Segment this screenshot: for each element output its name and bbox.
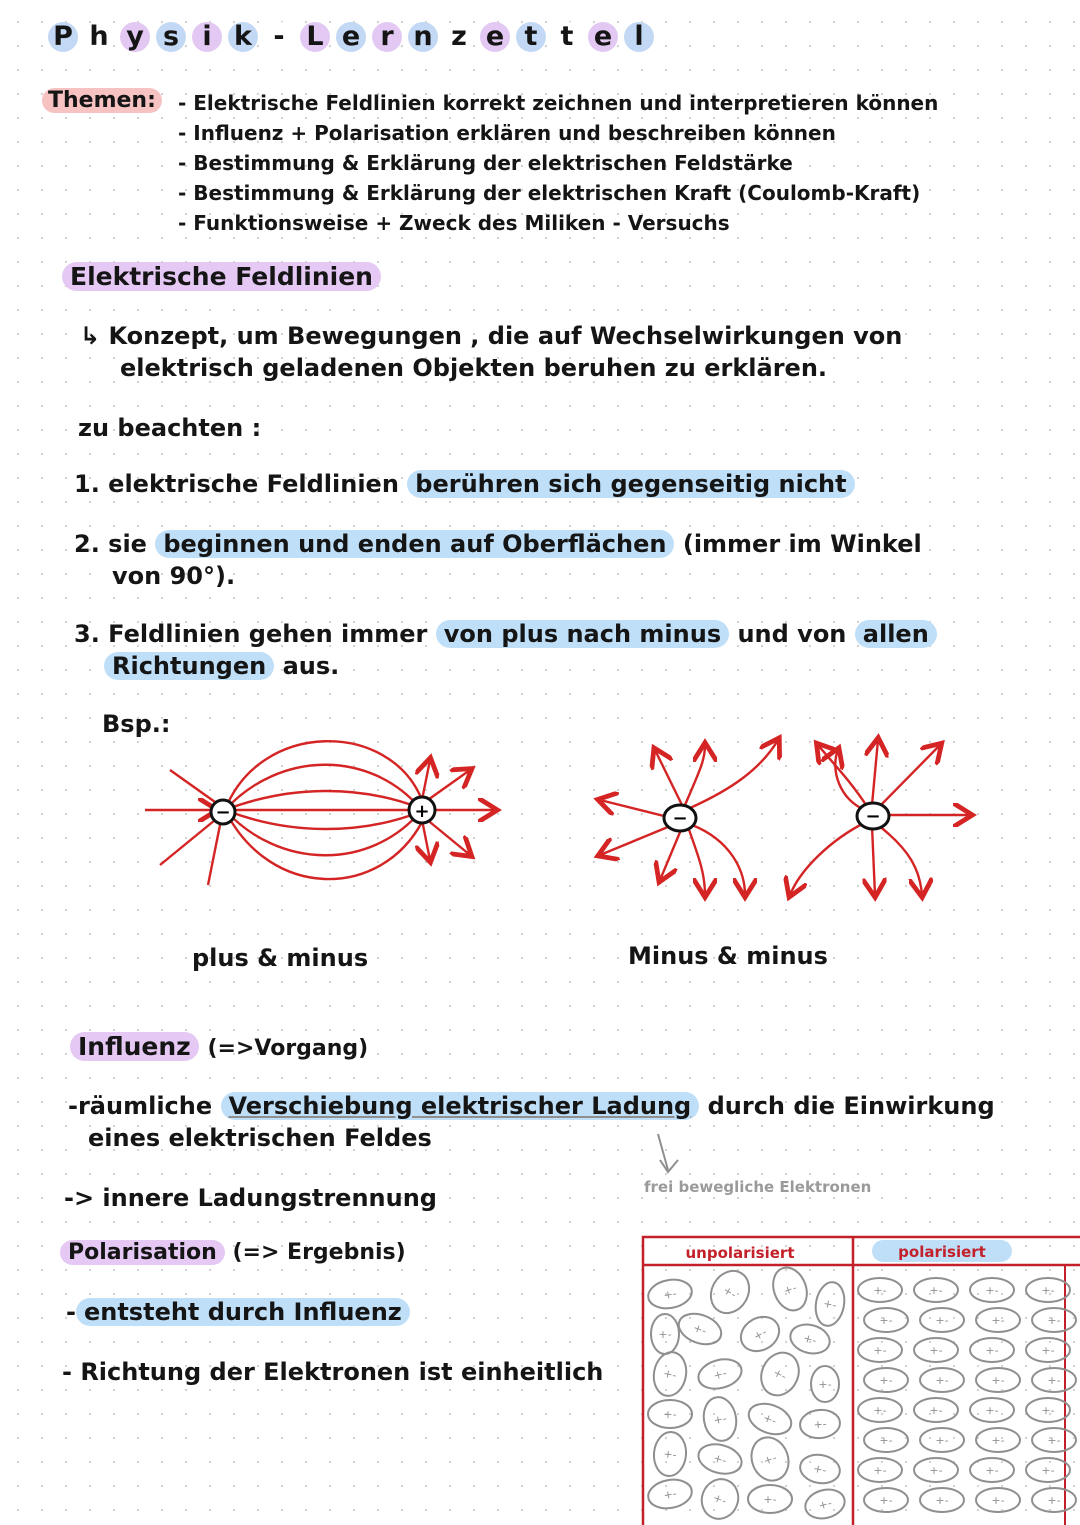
svg-text:+-: +-: [929, 1464, 943, 1477]
topics-label: Themen:: [42, 88, 162, 113]
molecule-polarized: [914, 1398, 958, 1422]
topic-item: - Bestimmung & Erklärung der elektrischen Kraft (Coulomb-Kraft): [178, 181, 921, 205]
rule-1: 1. elektrische Feldlinien berühren sich gegenseitig nicht: [74, 470, 855, 498]
svg-text:+-: +-: [771, 1365, 789, 1384]
svg-text:+-: +-: [1041, 1464, 1055, 1477]
page-title: [48, 22, 654, 52]
molecule-polarized: [858, 1458, 902, 1482]
svg-text:+-: +-: [879, 1374, 893, 1387]
title-letter: e: [480, 22, 510, 52]
svg-text:+-: +-: [812, 1417, 828, 1432]
title-letter: L: [300, 22, 330, 52]
svg-text:+-: +-: [873, 1344, 887, 1357]
molecule-unpolarized: [695, 1440, 745, 1478]
molecule-polarized: [1026, 1338, 1070, 1362]
minus-sign: −: [215, 802, 231, 823]
molecule-polarized: [970, 1398, 1014, 1422]
svg-text:+-: +-: [991, 1494, 1005, 1507]
table-header-polarisiert: polarisiert: [898, 1243, 986, 1261]
title-letter: e: [588, 22, 618, 52]
svg-text:+-: +-: [929, 1344, 943, 1357]
topics-list: [178, 88, 938, 238]
molecule-unpolarized: [802, 1485, 848, 1522]
svg-text:+-: +-: [711, 1451, 728, 1468]
svg-text:+-: +-: [985, 1464, 999, 1477]
rule-3: 3. Feldlinien gehen immer von plus nach minus und von allen: [74, 620, 937, 648]
svg-text:+-: +-: [1047, 1314, 1061, 1327]
svg-text:+-: +-: [662, 1447, 678, 1462]
svg-text:+-: +-: [985, 1344, 999, 1357]
caption-minus-minus: Minus & minus: [628, 942, 828, 970]
svg-text:+-: +-: [991, 1314, 1005, 1327]
molecule-unpolarized: [798, 1452, 842, 1487]
molecule-polarized: [970, 1458, 1014, 1482]
svg-text:+-: +-: [991, 1374, 1005, 1387]
molecule-polarized: [920, 1308, 964, 1332]
influenz-definition: -räumliche Verschiebung elektrischer Ladung durch die Einwirkung: [68, 1092, 995, 1120]
molecule-unpolarized: [648, 1400, 692, 1428]
molecule-polarized: [976, 1308, 1020, 1332]
title-letter: y: [120, 22, 150, 52]
svg-text:+-: +-: [662, 1486, 678, 1503]
molecule-polarized: [858, 1338, 902, 1362]
field-lines-diagram: [130, 730, 990, 910]
molecule-polarized: [1026, 1458, 1070, 1482]
molecule-unpolarized: [703, 1264, 756, 1320]
molecule-polarized: [970, 1278, 1014, 1302]
molecule-unpolarized: [754, 1346, 805, 1401]
svg-text:+-: +-: [662, 1366, 678, 1383]
molecule-unpolarized: [748, 1485, 792, 1513]
title-letter: t: [552, 22, 582, 52]
molecule-polarized: [914, 1458, 958, 1482]
molecule-unpolarized: [700, 1395, 739, 1444]
molecule-polarized: [914, 1278, 958, 1302]
molecule-polarized: [970, 1338, 1014, 1362]
molecule-unpolarized: [652, 1431, 688, 1478]
svg-text:+-: +-: [935, 1434, 949, 1447]
molecule-polarized: [1032, 1308, 1076, 1332]
molecule-polarized: [1026, 1398, 1070, 1422]
molecule-polarized: [1032, 1428, 1076, 1452]
molecule-unpolarized: [646, 1476, 694, 1511]
minus-sign: −: [672, 808, 688, 829]
plus-minus-field: [145, 740, 970, 895]
svg-text:+-: +-: [929, 1404, 943, 1417]
molecule-unpolarized: [651, 1314, 679, 1354]
charge-markers: [211, 797, 889, 831]
svg-text:+-: +-: [879, 1314, 893, 1327]
rule-2-line-2: von 90°).: [112, 562, 236, 590]
topic-item: - Influenz + Polarisation erklären und beschreiben können: [178, 121, 836, 145]
svg-text:+-: +-: [929, 1284, 943, 1297]
svg-text:+-: +-: [985, 1284, 999, 1297]
svg-text:+-: +-: [1047, 1434, 1061, 1447]
influenz-definition-line-2: eines elektrischen Feldes: [88, 1124, 432, 1152]
title-letter: r: [372, 22, 402, 52]
title-letter: t: [516, 22, 546, 52]
title-letter: i: [192, 22, 222, 52]
polarisation-point-2: - Richtung der Elektronen ist einheitlich: [62, 1358, 604, 1386]
molecule-unpolarized: [646, 1276, 694, 1311]
svg-text:+-: +-: [873, 1464, 887, 1477]
molecule-unpolarized: [799, 1408, 841, 1439]
section-heading-polarisation: Polarisation (=> Ergebnis): [60, 1240, 406, 1265]
svg-text:+-: +-: [712, 1366, 729, 1383]
svg-text:+-: +-: [763, 1493, 777, 1506]
svg-text:+-: +-: [781, 1281, 799, 1298]
svg-text:+-: +-: [801, 1331, 818, 1348]
svg-text:+-: +-: [1041, 1344, 1055, 1357]
molecule-polarized: [864, 1428, 908, 1452]
svg-text:+-: +-: [663, 1408, 677, 1421]
rule-2: 2. sie beginnen und enden auf Oberflächen (immer im Winkel: [74, 530, 922, 558]
topic-item: - Funktionsweise + Zweck des Miliken - Versuchs: [178, 211, 730, 235]
concept-line-1: ↳ Konzept, um Bewegungen , die auf Wechselwirkungen von: [80, 322, 903, 350]
svg-text:+-: +-: [691, 1321, 709, 1338]
molecule-unpolarized: [745, 1398, 796, 1439]
molecule-polarized: [920, 1368, 964, 1392]
svg-text:+-: +-: [935, 1494, 949, 1507]
molecule-polarized: [976, 1428, 1020, 1452]
svg-text:+-: +-: [935, 1374, 949, 1387]
plus-sign: +: [414, 801, 430, 822]
molecule-unpolarized: [696, 1474, 744, 1524]
svg-text:+-: +-: [761, 1411, 779, 1428]
svg-text:+-: +-: [812, 1461, 828, 1478]
title-letter: k: [228, 22, 258, 52]
svg-text:+-: +-: [720, 1283, 739, 1302]
svg-text:+-: +-: [879, 1494, 893, 1507]
molecule-polarized: [976, 1488, 1020, 1512]
svg-text:+-: +-: [658, 1328, 672, 1341]
molecule-polarized: [1026, 1278, 1070, 1302]
molecule-polarized: [920, 1488, 964, 1512]
title-letter: l: [624, 22, 654, 52]
svg-text:+-: +-: [991, 1434, 1005, 1447]
rule-3-line-2: Richtungen aus.: [104, 652, 339, 680]
molecule-polarized: [864, 1368, 908, 1392]
title-letter: -: [264, 22, 294, 52]
section-heading-feldlinien: Elektrische Feldlinien: [62, 262, 381, 291]
svg-text:+-: +-: [711, 1491, 729, 1508]
section-heading-influenz: Influenz (=>Vorgang): [70, 1032, 368, 1061]
molecule-unpolarized: [811, 1366, 839, 1402]
svg-text:+-: +-: [873, 1404, 887, 1417]
molecule-polarized: [864, 1308, 908, 1332]
title-letter: s: [156, 22, 186, 52]
svg-text:+-: +-: [879, 1434, 893, 1447]
svg-text:+-: +-: [1041, 1284, 1055, 1297]
molecule-unpolarized: [812, 1280, 847, 1328]
molecule-polarized: [1032, 1368, 1076, 1392]
molecule-unpolarized: [735, 1310, 786, 1358]
minus-sign: −: [865, 806, 881, 827]
svg-text:+-: +-: [818, 1378, 832, 1391]
svg-text:+-: +-: [1047, 1374, 1061, 1387]
svg-text:+-: +-: [761, 1451, 779, 1468]
svg-text:+-: +-: [873, 1284, 887, 1297]
svg-text:+-: +-: [712, 1411, 728, 1428]
svg-text:+-: +-: [662, 1286, 678, 1303]
molecule-polarized: [858, 1398, 902, 1422]
topic-item: - Elektrische Feldlinien korrekt zeichnen und interpretieren können: [178, 91, 939, 115]
molecule-unpolarized: [767, 1263, 812, 1315]
svg-text:+-: +-: [1041, 1404, 1055, 1417]
svg-text:+-: +-: [985, 1404, 999, 1417]
arrow-down-icon: [648, 1130, 688, 1180]
molecule-unpolarized: [746, 1432, 795, 1486]
title-letter: e: [336, 22, 366, 52]
molecule-polarized: [1032, 1488, 1076, 1512]
caption-plus-minus: plus & minus: [192, 944, 369, 972]
title-letter: n: [408, 22, 438, 52]
molecule-polarized: [864, 1488, 908, 1512]
molecule-polarized: [976, 1368, 1020, 1392]
example-label: Bsp.:: [102, 710, 171, 738]
polarisation-table: [640, 1234, 1080, 1525]
molecule-unpolarized: [650, 1350, 689, 1399]
note-heading: zu beachten :: [78, 414, 262, 442]
polarisation-point-1: - entsteht durch Influenz: [66, 1298, 410, 1326]
svg-text:+-: +-: [822, 1296, 838, 1313]
svg-text:+-: +-: [817, 1496, 834, 1513]
svg-text:+-: +-: [935, 1314, 949, 1327]
molecule-polarized: [914, 1338, 958, 1362]
molecule-polarized: [920, 1428, 964, 1452]
title-letter: z: [444, 22, 474, 52]
concept-line-2: elektrisch geladenen Objekten beruhen zu erklären.: [120, 354, 828, 382]
svg-text:+-: +-: [751, 1325, 770, 1344]
molecule-unpolarized: [695, 1355, 745, 1393]
topic-item: - Bestimmung & Erklärung der elektrischen Feldstärke: [178, 151, 793, 175]
molecule-unpolarized: [675, 1308, 726, 1349]
annotation-free-electrons: frei bewegliche Elektronen: [644, 1178, 872, 1196]
svg-text:+-: +-: [1047, 1494, 1061, 1507]
title-letter: P: [48, 22, 78, 52]
table-header-unpolarisiert: unpolarisiert: [685, 1244, 795, 1262]
title-letter: h: [84, 22, 114, 52]
influenz-result: -> innere Ladungstrennung: [64, 1184, 437, 1212]
molecule-polarized: [858, 1278, 902, 1302]
